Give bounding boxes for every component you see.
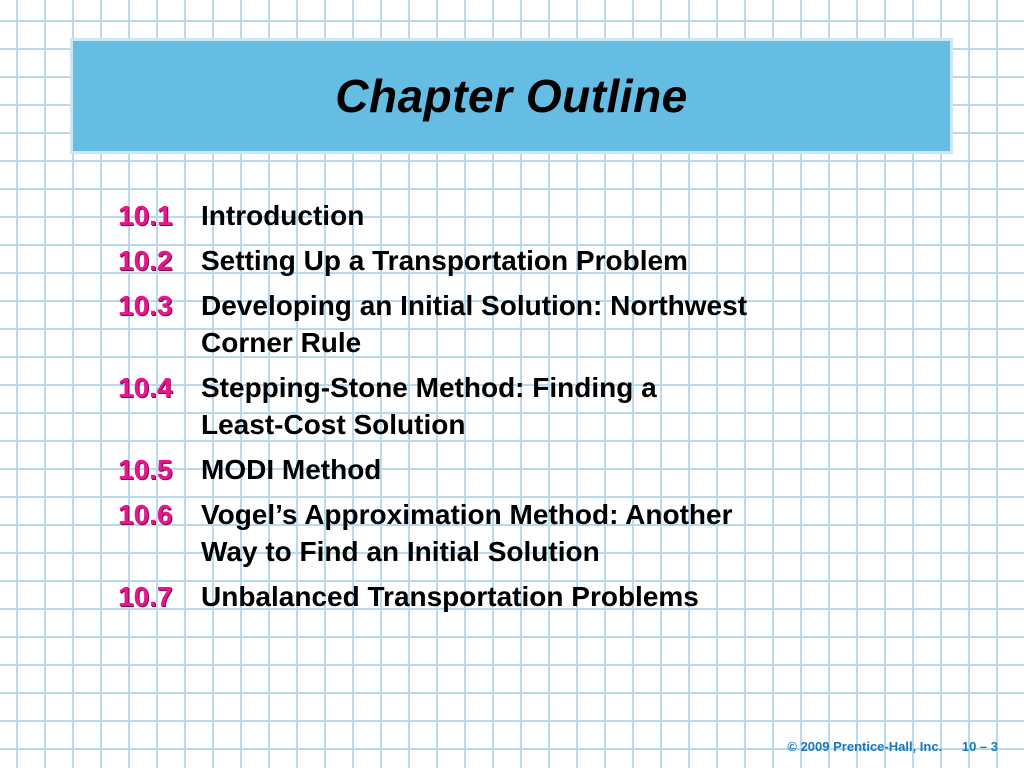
section-title: Developing an Initial Solution: Northwest Corner Rule <box>201 290 748 358</box>
section-number: 10.6 <box>118 499 173 530</box>
outline-item <box>118 369 918 443</box>
outline-item <box>118 242 918 279</box>
section-number: 10.1 <box>118 200 173 231</box>
chapter-outline-list <box>118 197 918 623</box>
copyright-notice: © 2009 Prentice-Hall, Inc. <box>787 739 943 754</box>
section-number: 10.2 <box>118 245 173 276</box>
section-title: Unbalanced Transportation Problems <box>201 581 699 612</box>
slide-title: Chapter Outline <box>335 70 688 122</box>
slide-number: 10 – 3 <box>961 739 998 754</box>
section-title: MODI Method <box>201 454 382 485</box>
section-title: Setting Up a Transportation Problem <box>201 245 688 276</box>
section-title: Stepping-Stone Method: Finding a Least-Cost Solution <box>201 372 657 440</box>
outline-item <box>118 496 918 570</box>
section-number: 10.4 <box>118 372 173 403</box>
title-banner <box>70 38 953 154</box>
outline-item <box>118 578 918 615</box>
outline-item <box>118 451 918 488</box>
section-number: 10.5 <box>118 454 173 485</box>
section-number: 10.3 <box>118 290 173 321</box>
section-title: Vogel’s Approximation Method: Another Way to Find an Initial Solution <box>201 499 733 567</box>
section-number: 10.7 <box>118 581 173 612</box>
slide-footer <box>787 739 998 754</box>
outline-item <box>118 287 918 361</box>
outline-item <box>118 197 918 234</box>
section-title: Introduction <box>201 200 365 231</box>
